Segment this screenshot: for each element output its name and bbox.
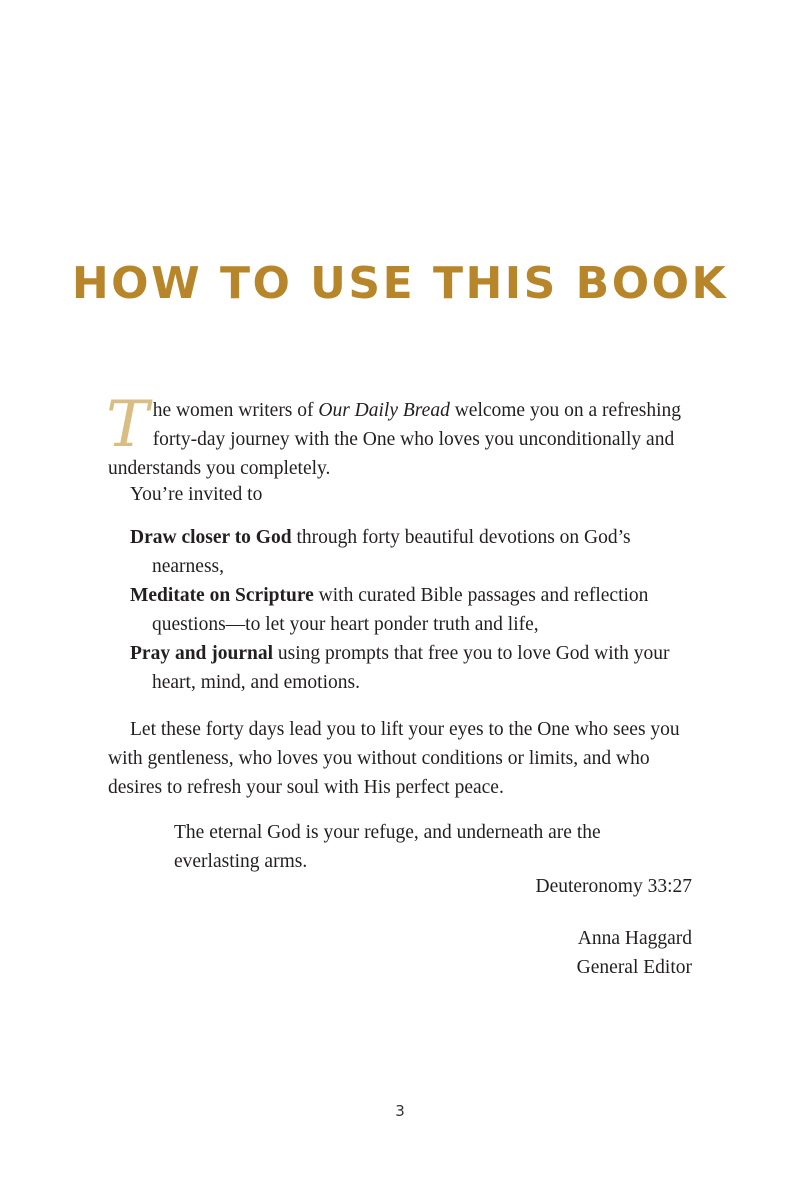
intro-line-1-pre: he women writers of	[152, 400, 319, 421]
intro-line-1	[108, 396, 698, 425]
list-item-lead: Draw closer to God	[130, 527, 292, 548]
intro-line-3: understands you completely.	[108, 458, 331, 479]
list-item-text: using prompts that free you to love God with your	[273, 643, 670, 664]
invite-line: You’re invited to	[130, 484, 263, 505]
scripture-quote	[174, 818, 694, 876]
page-title: HOW TO USE THIS BOOK	[71, 258, 729, 309]
list-item-continuation: questions—to let your heart ponder truth and life,	[152, 614, 539, 635]
closing-paragraph	[108, 715, 708, 802]
page-number: 3	[395, 1102, 405, 1120]
quote-line-2: everlasting arms.	[174, 851, 308, 872]
closing-line-3: desires to refresh your soul with His perfect peace.	[108, 777, 504, 798]
closing-line-1: Let these forty days lead you to lift your eyes to the One who sees you	[130, 719, 680, 740]
list-item	[130, 639, 710, 697]
list-item-continuation: nearness,	[152, 556, 225, 577]
signature-block	[577, 924, 692, 982]
intro-paragraph	[106, 388, 698, 483]
list-item	[130, 523, 710, 581]
scripture-citation: Deuteronomy 33:27	[535, 876, 692, 897]
editor-role: General Editor	[576, 957, 692, 978]
closing-line-2: with gentleness, who loves you without conditions or limits, and who	[108, 748, 650, 769]
editor-name: Anna Haggard	[577, 928, 692, 949]
book-title-italic: Our Daily Bread	[318, 400, 450, 421]
intro-line-2: forty-day journey with the One who loves you unconditionally and	[152, 429, 675, 450]
quote-line-1: The eternal God is your refuge, and underneath are the	[174, 822, 601, 843]
list-item-text: through forty beautiful devotions on God’s	[291, 527, 631, 548]
list-item-continuation: heart, mind, and emotions.	[152, 672, 360, 693]
invitation-list	[130, 523, 710, 697]
drop-cap: T	[106, 388, 149, 462]
list-item	[130, 581, 710, 639]
list-item-lead: Meditate on Scripture	[130, 585, 314, 606]
list-item-text: with curated Bible passages and reflection	[313, 585, 649, 606]
list-item-lead: Pray and journal	[130, 643, 274, 664]
intro-line-1-post: welcome you on a refreshing	[449, 400, 682, 421]
